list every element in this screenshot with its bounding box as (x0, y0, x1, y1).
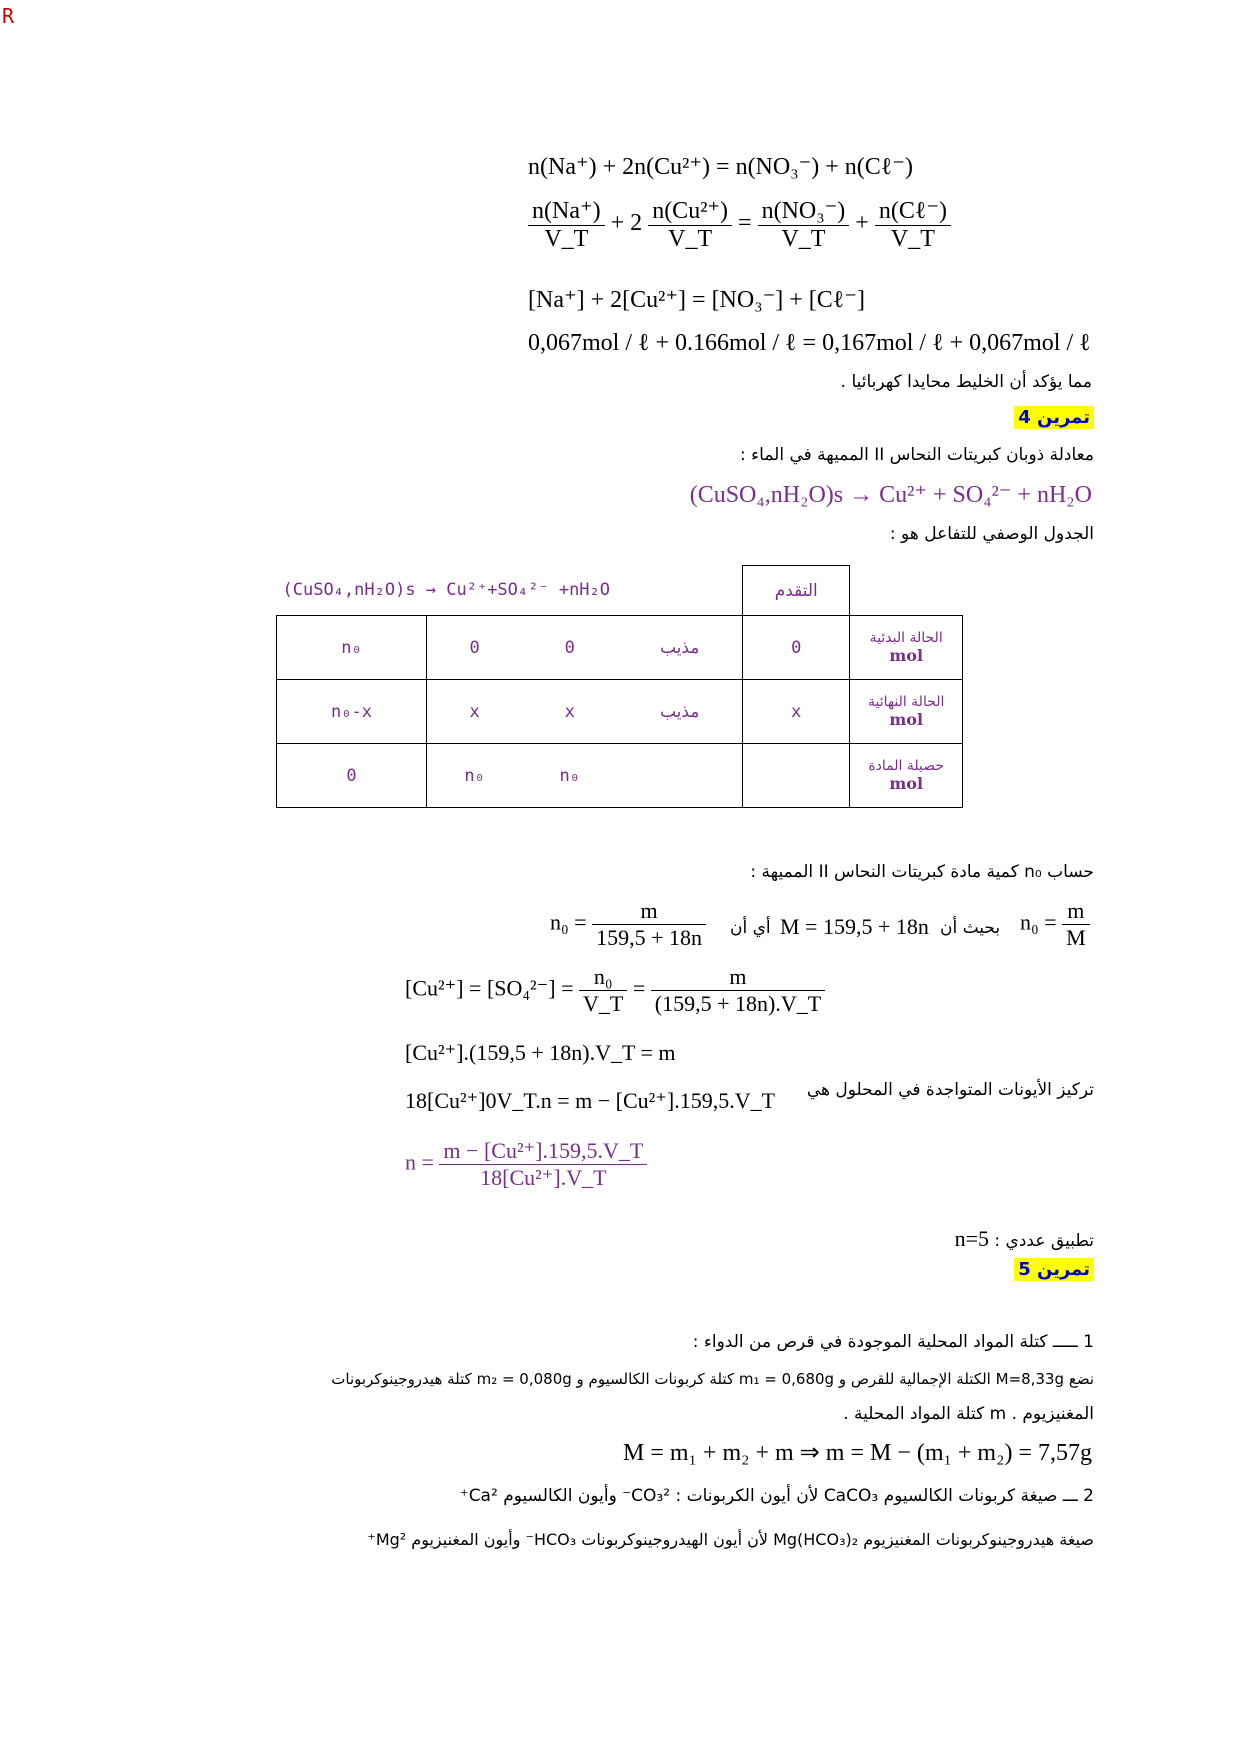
equation-numeric-check: 0,067mol / ℓ + 0.166mol / ℓ = 0,167mol / ℓ + 0,067mol / ℓ (528, 330, 1091, 356)
table-cell: n₀-x (277, 680, 427, 744)
table-cell: x (522, 680, 617, 744)
n-result-formula: n = $\frac{\text{m − [Cu²⁺].159,5.V\_T}}{\text{18[Cu²⁺].V\_T}}$ (405, 1138, 647, 1191)
table-cell: مذيب (617, 680, 742, 744)
table-state-label: الحالة النهائية mol (850, 680, 963, 744)
table-intro-text: الجدول الوصفي للتفاعل هو : (889, 524, 1094, 544)
table-cell: 0 (522, 616, 617, 680)
equation-concentrations-fraction: $\frac{n(Na^+)}{V\_T}$ + 2 $\frac{\text{n(Cu²⁺)}}{V\_T}$ = $\frac{\text{n(NO₃⁻)}}{V\_T}$ + $\frac{\text{n(Cℓ⁻)}}{V\_T}$ (528, 196, 951, 253)
table-cell: 0 (277, 744, 427, 808)
dissolution-reaction: (CuSO₄,nH₂O)s → Cu²⁺ + SO₄²⁻ + nH₂O (689, 482, 1092, 508)
corner-mark: R (2, 4, 15, 28)
mass-equation: M = m₁ + m₂ + m ⇒ m = M − (m₁ + m₂) = 7,57g (623, 1440, 1092, 1466)
table-progress-cell: 0 (743, 616, 850, 680)
reaction-progress-table (276, 565, 963, 808)
q1-text: 1 ـــــ كتلة المواد المحلية الموجودة في قرص من الدواء : (692, 1332, 1094, 1352)
exercise-5-tag: تمرين 5 (1014, 1258, 1094, 1281)
table-state-label: الحالة البدئية mol (850, 616, 963, 680)
conclusion-text: مما يؤكد أن الخليط محايدا كهربائيا . (840, 372, 1092, 392)
table-header-reaction: (CuSO₄,nH₂O)s → Cu²⁺+SO₄²⁻ +nH₂O (277, 566, 743, 616)
table-state-label: حصيلة المادة mol (850, 744, 963, 808)
masses-line: نضع M=8,33g الكتلة الإجمالية للقرص و m₁ = 0,680g كتلة كربونات الكالسيوم و m₂ = 0,080g كتلة هيدروجينوكربونات (331, 1370, 1094, 1388)
calcium-carbonate-line: 2 ـــ صيغة كربونات الكالسيوم CaCO₃ لأن أيون الكربونات : CO₃²⁻ وأيون الكالسيوم Ca²⁺ (459, 1486, 1094, 1506)
frac-den-vt: V_T (668, 226, 713, 252)
concentration-equation-2: [Cu²⁺].(159,5 + 18n).V_T = m (405, 1040, 676, 1065)
table-cell: مذيب (617, 616, 742, 680)
frac-den-vt: V_T (781, 226, 826, 252)
n0-equals-m-over-159 (550, 898, 706, 951)
n0-symbol: n₀ = (1020, 909, 1057, 935)
concentration-equation-1: [Cu²⁺] = [SO₄²⁻] = $\frac{\text{n₀}}{V\_T}$ = $\frac{m}{(159,5 + 18n).V\_T}$ (405, 964, 825, 1017)
table-cell: 0 (427, 616, 523, 680)
frac-num-no3: n(NO₃⁻) (758, 196, 850, 226)
frac-den-159: 159,5 + 18n (596, 925, 702, 950)
frac-num-cu: n(Cu²⁺) (648, 196, 732, 226)
frac-M: M (1066, 925, 1086, 950)
concentration-label: تركيز الأيونات المتواجدة في المحلول هي (806, 1080, 1094, 1100)
table-cell (617, 744, 742, 808)
calc-title: حساب n₀ كمية مادة كبريتات النحاس II المميهة : (750, 862, 1094, 882)
table-cell: n₀ (522, 744, 617, 808)
table-progress-cell (743, 744, 850, 808)
frac-den-vt: V_T (890, 226, 935, 252)
frac-num-na: n(Na⁺) (528, 196, 605, 226)
table-cell: n₀ (427, 744, 523, 808)
equation-bracket-concentrations: [Na⁺] + 2[Cu²⁺] = [NO₃⁻] + [Cℓ⁻] (528, 287, 865, 313)
app-value: n=5 (954, 1226, 989, 1251)
table-row (277, 616, 963, 680)
n0-equals-m-over-M (1020, 898, 1090, 951)
frac-m: m (592, 898, 706, 925)
table-cell: n₀ (277, 616, 427, 680)
table-header-progress: التقدم (743, 566, 850, 616)
numeric-application (955, 1226, 1094, 1252)
equation-charge-balance: n(Na⁺) + 2n(Cu²⁺) = n(NO₃⁻) + n(Cℓ⁻) (528, 154, 913, 180)
table-cell: x (427, 680, 523, 744)
with-text: بحيث أن (940, 918, 1001, 938)
magnesium-bicarbonate-line: صيغة هيدروجينوكربونات المغنيزيوم Mg(HCO₃)₂ لأن أيون الهيدروجينوكربونات HCO₃⁻ وأيون المغنيزيوم Mg²⁺ (367, 1530, 1094, 1549)
table-row (277, 744, 963, 808)
table-progress-cell: x (743, 680, 850, 744)
app-label: تطبيق عددي : (994, 1231, 1094, 1251)
dissolution-text: معادلة ذوبان كبريتات النحاس II المميهة في الماء : (740, 445, 1094, 465)
masses-line-2: المغنيزيوم . m كتلة المواد المحلية . (843, 1404, 1094, 1424)
ie-text: أي أن (730, 918, 771, 938)
frac-m: m (1062, 898, 1090, 925)
frac-num-cl: n(Cℓ⁻) (875, 196, 951, 226)
exercise-4-tag: تمرين 4 (1014, 406, 1094, 429)
table-row (277, 680, 963, 744)
molar-mass-formula: M = 159,5 + 18n (780, 914, 929, 939)
n0-symbol: n₀ = (550, 909, 587, 935)
frac-den-vt: V_T (544, 226, 589, 252)
concentration-equation-3: 18[Cu²⁺]0V_T.n = m − [Cu²⁺].159,5.V_T (405, 1088, 776, 1113)
table-header-empty (850, 566, 963, 616)
